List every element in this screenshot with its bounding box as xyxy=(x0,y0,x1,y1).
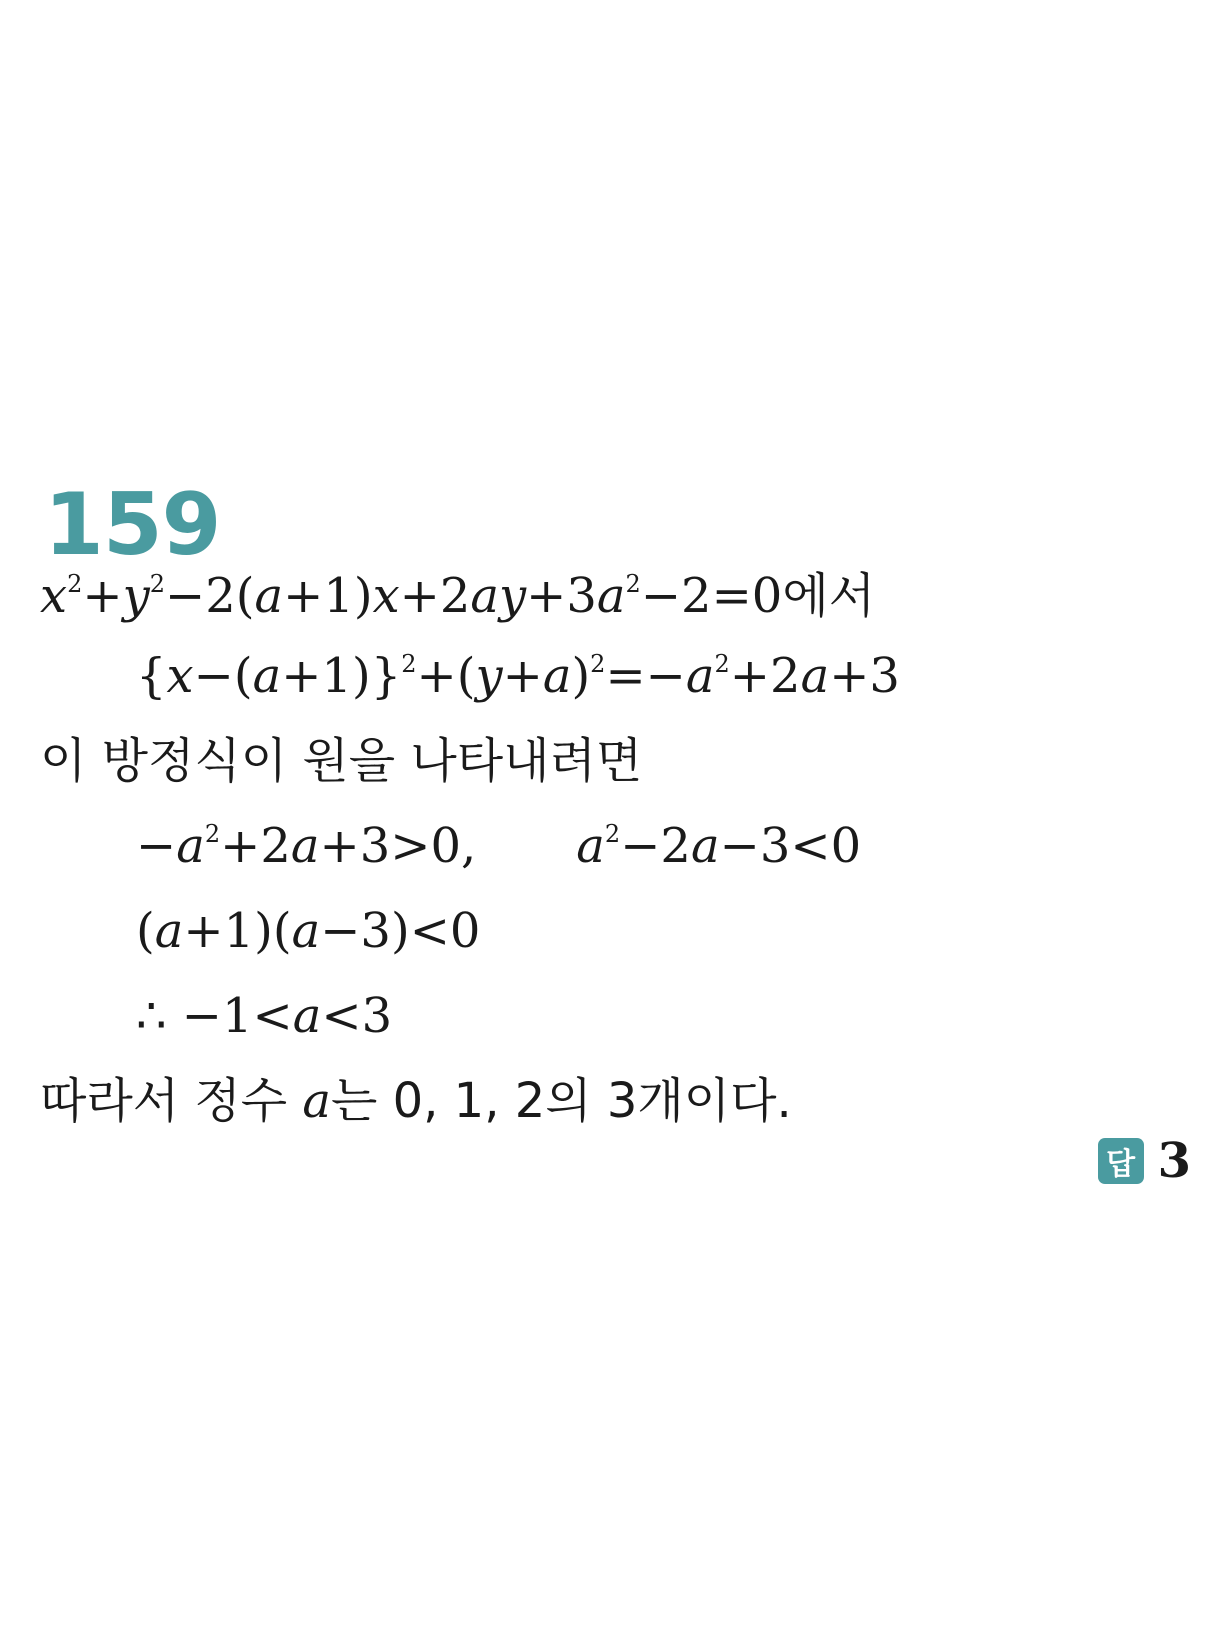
line-7-variable: a xyxy=(302,1073,331,1129)
inequality-line-4: $-a^2+2a+3>0$, $a^2-2a-3<0$ xyxy=(136,818,862,874)
answer-value: 3 xyxy=(1157,1133,1191,1189)
answer-box xyxy=(1098,1133,1191,1189)
inequality-line-5: (a+1)(a−3)<0 xyxy=(136,903,481,959)
conclusion-line-6: ∴ −1<a<3 xyxy=(136,988,393,1044)
text-line-7 xyxy=(40,1073,792,1129)
text-line-3: 이 방정식이 원을 나타내려면 xyxy=(40,733,643,789)
equation-line-2: $\{x-(a+1)\}^2+(y+a)^2=-a^2+2a+3$ xyxy=(136,648,900,704)
line-7-prefix: 따라서 정수 xyxy=(40,1073,303,1129)
equation-line-1: $x^2+y^2-2(a+1)x+2ay+3a^2-2=0$에서 xyxy=(40,568,876,624)
line-7-suffix: 는 0, 1, 2의 3개이다. xyxy=(330,1073,792,1129)
problem-number: 159 xyxy=(44,475,221,575)
equation-line-1-tail: 에서 xyxy=(782,568,876,624)
answer-badge: 답 xyxy=(1098,1138,1144,1184)
